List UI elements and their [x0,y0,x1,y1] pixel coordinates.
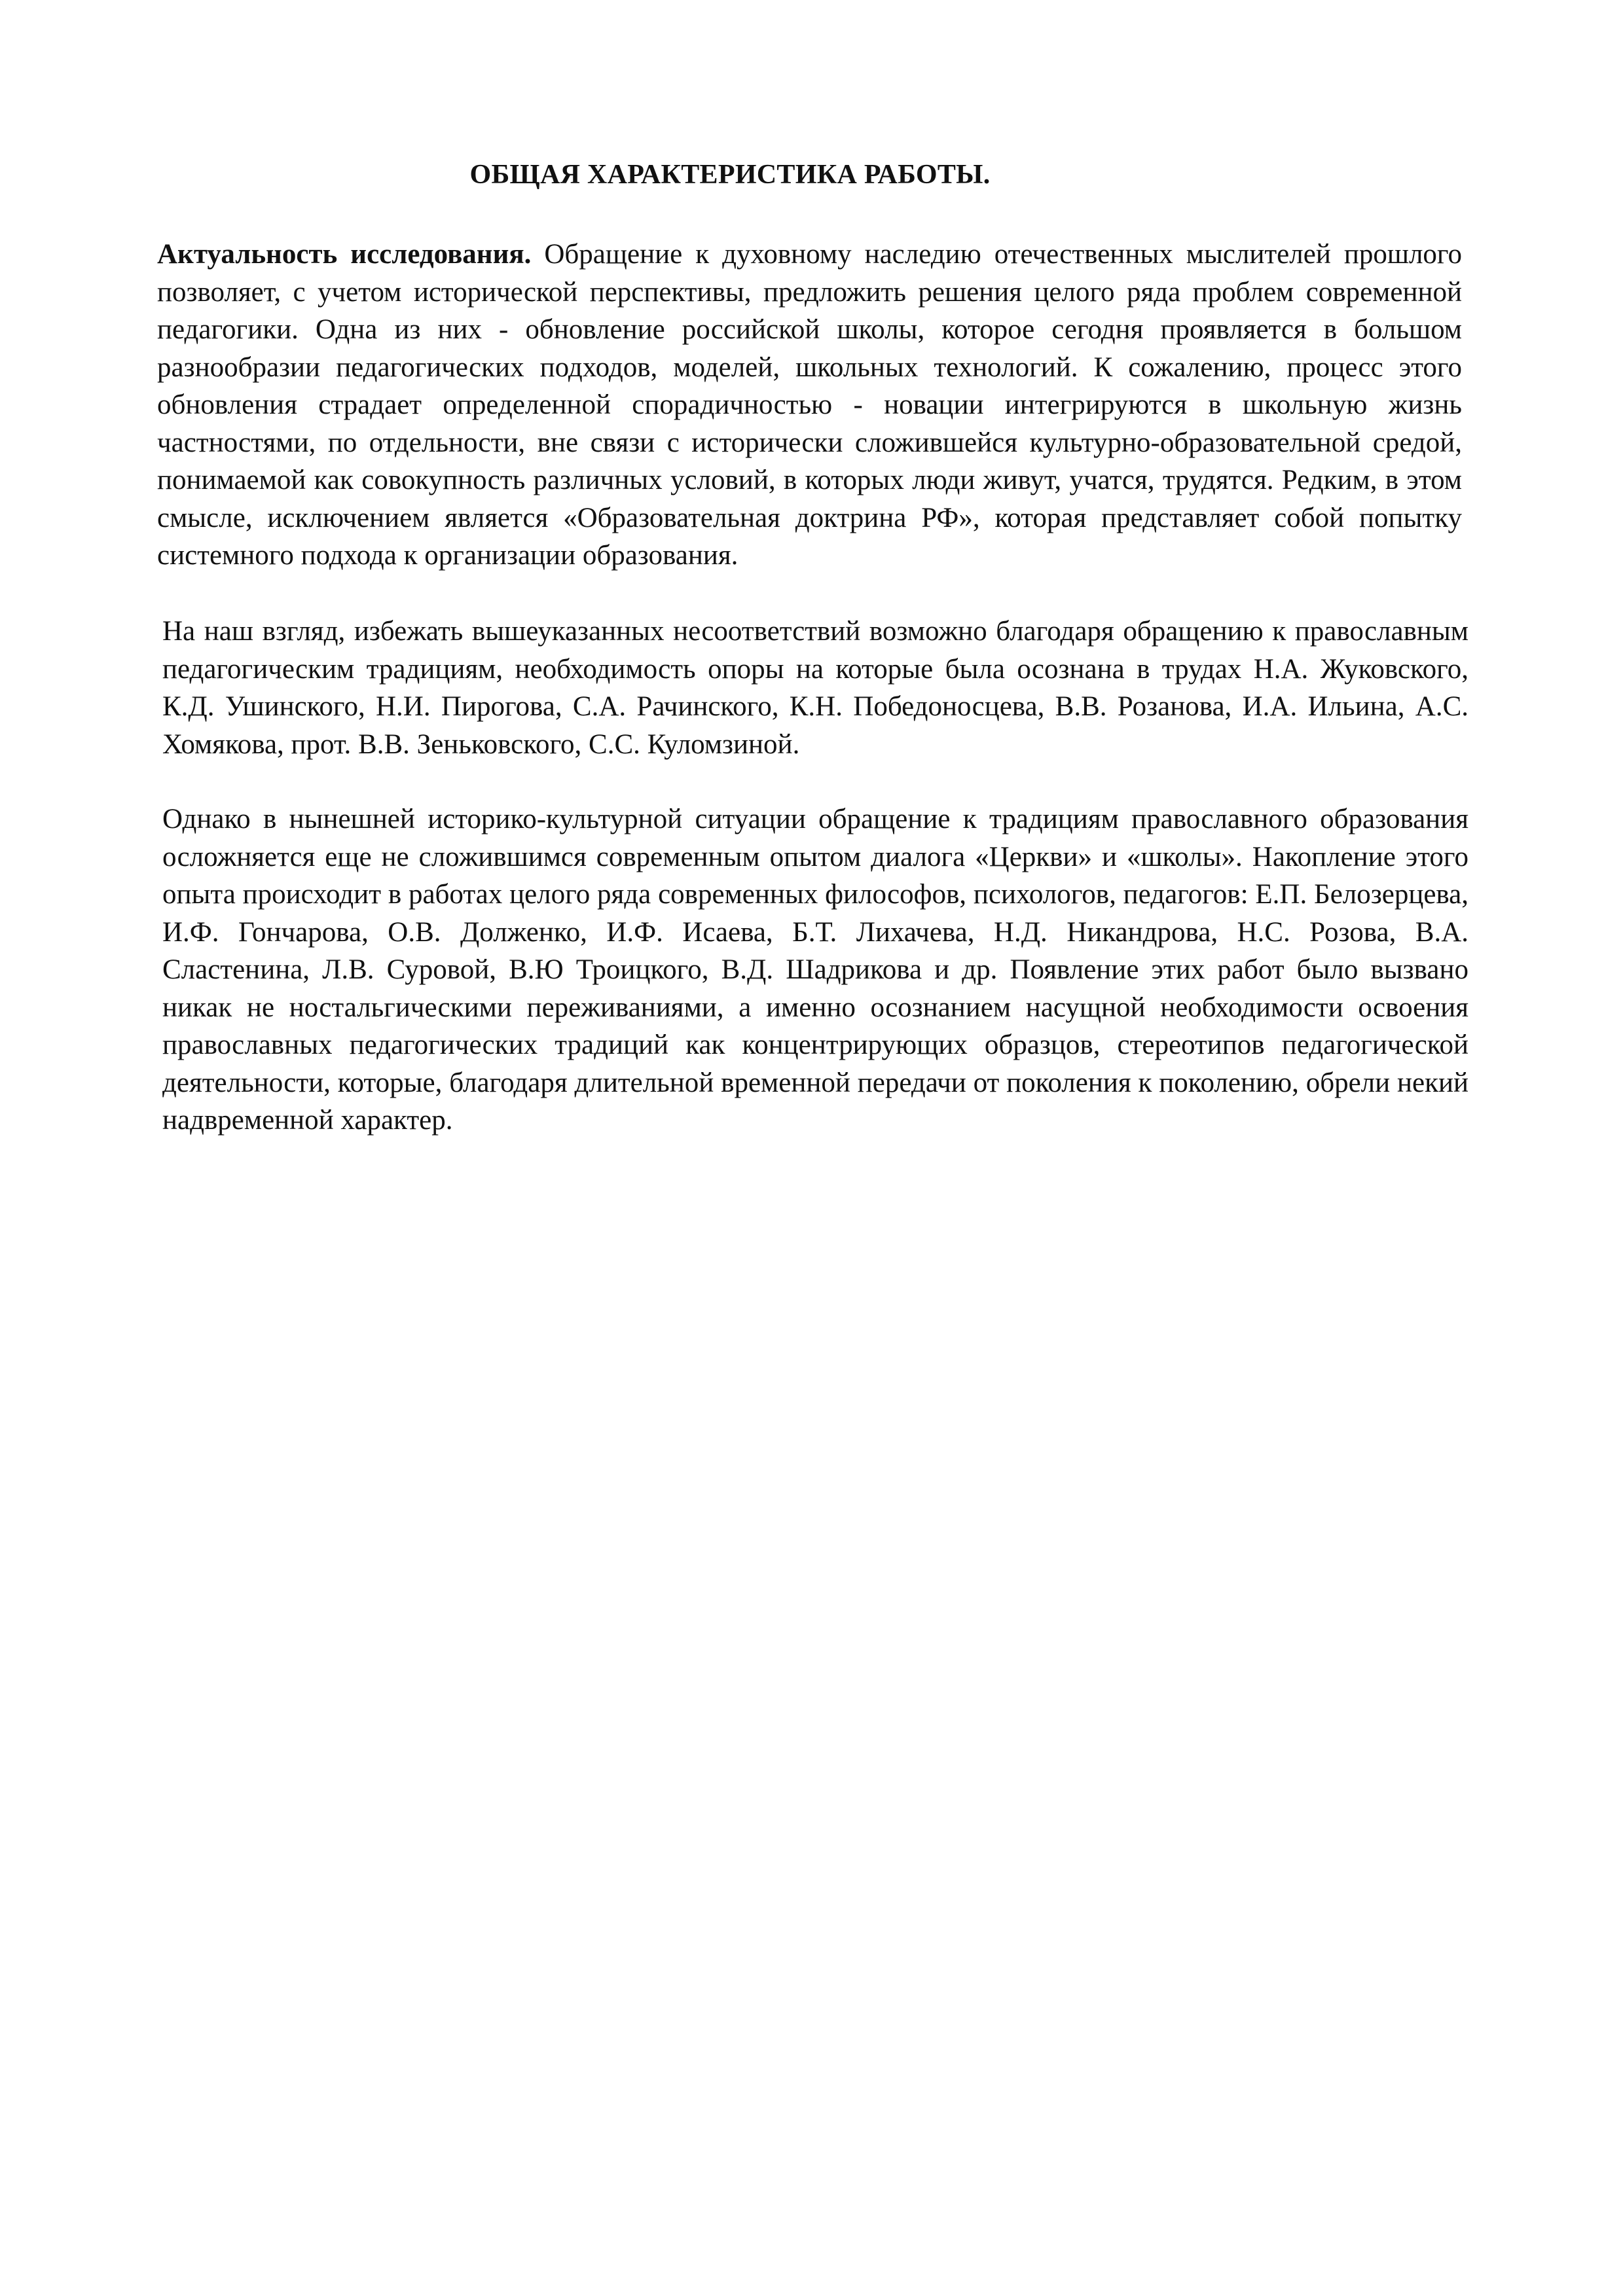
document-title: ОБЩАЯ ХАРАКТЕРИСТИКА РАБОТЫ. [469,160,991,190]
paragraph-body-text: Обращение к духовному наследию отечественных мыслителей прошлого позволяет, с учетом исторической перспективы, предложить решения целого ряда проблем современной педагогики. Одна из них - обновление российской школы, которое сегодня проявляется в большом разнообразии педагогических подходов, моделей, школьных технологий. К сожалению, процесс этого обновления страдает определенной спорадичностью - новации интегрируются в школьную жизнь частностями, по отдельности, вне связи с исторически сложившейся культурно-образовательной средой, понимаемой как совокупность различных условий, в которых люди живут, учатся, трудятся. Редким, в этом смысле, исключением является «Образовательная доктрина РФ», которая представляет собой попытку системного подхода к организации образования. [157,239,1462,571]
paragraph-church-school-dialogue: Однако в нынешней историко-культурной ситуации обращение к традициям православного образования осложняется еще не сложившимся современным опытом диалога «Церкви» и «школы». Накопление этого опыта происходит в работах целого ряда современных философов, психологов, педагогов: Е.П. Белозерцева, И.Ф. Гончарова, О.В. Долженко, И.Ф. Исаева, Б.Т. Лихачева, Н.Д. Никандрова, Н.С. Розова, В.А. Сластенина, Л.В. Суровой, В.Ю Троицкого, В.Д. Шадрикова и др. Появление этих работ было вызвано никак не ностальгическими переживаниями, а именно осознанием насущной необходимости освоения православных педагогических традиций как концентрирующих образцов, стереотипов педагогической деятельности, которые, благодаря длительной временной передачи от поколения к поколению, обрели некий надвременной характер. [162,804,1468,1136]
paragraph-lead-heading: Актуальность исследования. [157,239,532,270]
paragraph-relevance [157,236,1462,575]
paragraph-orthodox-traditions: На наш взгляд, избежать вышеуказанных несоответствий возможно благодаря обращению к православным педагогическим традициям, необходимость опоры на которые была осознана в трудах Н.А. Жуковского, К.Д. Ушинского, Н.И. Пирогова, С.А. Рачинского, К.Н. Победоносцева, В.В. Розанова, И.А. Ильина, А.С. Хомякова, прот. В.В. Зеньковского, С.С. Куломзиной. [162,616,1468,760]
